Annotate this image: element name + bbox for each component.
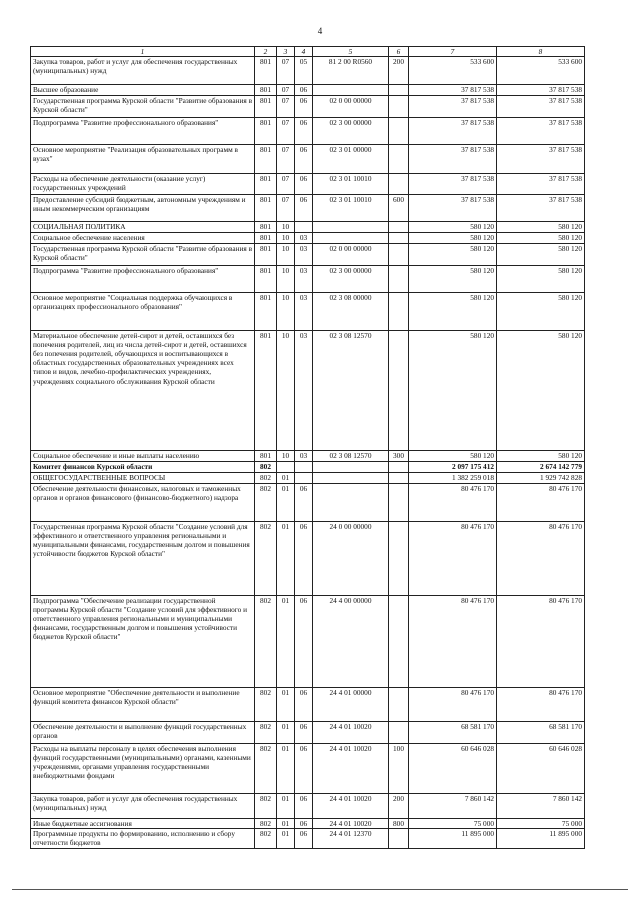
sum1-cell: 37 817 538 xyxy=(409,85,497,96)
name-cell: ОБЩЕГОСУДАРСТВЕННЫЕ ВОПРОСЫ xyxy=(31,473,255,484)
csr-cell: 24 4 01 10020 xyxy=(313,819,389,829)
csr-cell: 02 3 08 12570 xyxy=(313,331,389,451)
pr-cell: 06 xyxy=(295,85,313,96)
csr-cell: 24 4 01 10020 xyxy=(313,794,389,819)
vr-cell xyxy=(389,293,409,331)
table-row xyxy=(31,145,585,174)
page-bottom-rule xyxy=(12,889,628,890)
sum2-cell: 580 120 xyxy=(497,293,585,331)
sum2-cell: 7 860 142 xyxy=(497,794,585,819)
rz-cell: 10 xyxy=(277,222,295,233)
rz-cell xyxy=(277,462,295,473)
sum1-cell: 37 817 538 xyxy=(409,145,497,174)
sum1-cell: 80 476 170 xyxy=(409,484,497,522)
gr-cell: 801 xyxy=(255,331,277,451)
sum2-cell: 60 646 028 xyxy=(497,744,585,794)
rz-cell: 07 xyxy=(277,85,295,96)
sum1-cell: 7 860 142 xyxy=(409,794,497,819)
gr-cell: 801 xyxy=(255,57,277,85)
csr-cell: 02 3 01 10010 xyxy=(313,174,389,195)
table-row xyxy=(31,96,585,118)
table-row xyxy=(31,244,585,266)
name-cell: Государственная программа Курской области "Развитие образования в Курской области" xyxy=(31,244,255,266)
pr-cell: 03 xyxy=(295,293,313,331)
pr-cell: 06 xyxy=(295,819,313,829)
name-cell: Обеспечение деятельности и выполнение функций государственных органов xyxy=(31,722,255,744)
rz-cell: 01 xyxy=(277,829,295,849)
rz-cell: 01 xyxy=(277,819,295,829)
rz-cell: 07 xyxy=(277,118,295,145)
pr-cell: 06 xyxy=(295,722,313,744)
rz-cell: 01 xyxy=(277,794,295,819)
csr-cell: 02 3 00 00000 xyxy=(313,266,389,293)
sum2-cell: 580 120 xyxy=(497,266,585,293)
vr-cell: 200 xyxy=(389,794,409,819)
table-row xyxy=(31,462,585,473)
pr-cell: 06 xyxy=(295,145,313,174)
table-row xyxy=(31,174,585,195)
sum2-cell: 80 476 170 xyxy=(497,596,585,688)
sum1-cell: 68 581 170 xyxy=(409,722,497,744)
csr-cell: 02 3 00 00000 xyxy=(313,118,389,145)
name-cell: Подпрограмма "Развитие профессионального образования" xyxy=(31,118,255,145)
rz-cell: 10 xyxy=(277,244,295,266)
sum1-cell: 37 817 538 xyxy=(409,118,497,145)
sum1-cell: 60 646 028 xyxy=(409,744,497,794)
vr-cell: 600 xyxy=(389,195,409,222)
table-row xyxy=(31,484,585,522)
vr-cell xyxy=(389,118,409,145)
pr-cell: 03 xyxy=(295,266,313,293)
sum1-cell: 80 476 170 xyxy=(409,522,497,596)
name-cell: Подпрограмма "Обеспечение реализации государственной программы Курской области "Создание условий для эффективного и ответственного управления региональными и муниципальными финансами, государственным долгом и повышения устойчивости бюджетов Курской области" xyxy=(31,596,255,688)
name-cell: Подпрограмма "Развитие профессионального образования" xyxy=(31,266,255,293)
sum2-cell: 37 817 538 xyxy=(497,145,585,174)
gr-cell: 801 xyxy=(255,293,277,331)
gr-cell: 802 xyxy=(255,522,277,596)
pr-cell: 06 xyxy=(295,96,313,118)
gr-cell: 801 xyxy=(255,266,277,293)
vr-cell xyxy=(389,484,409,522)
pr-cell: 06 xyxy=(295,829,313,849)
vr-cell: 300 xyxy=(389,451,409,462)
gr-cell: 802 xyxy=(255,722,277,744)
csr-cell: 02 0 00 00000 xyxy=(313,244,389,266)
pr-cell xyxy=(295,473,313,484)
sum2-cell: 80 476 170 xyxy=(497,484,585,522)
table-row xyxy=(31,266,585,293)
table-row xyxy=(31,829,585,849)
rz-cell: 01 xyxy=(277,484,295,522)
rz-cell: 10 xyxy=(277,451,295,462)
rz-cell: 07 xyxy=(277,174,295,195)
name-cell: Социальное обеспечение населения xyxy=(31,233,255,244)
gr-cell: 802 xyxy=(255,484,277,522)
sum1-cell: 580 120 xyxy=(409,233,497,244)
name-cell: Комитет финансов Курской области xyxy=(31,462,255,473)
sum2-cell: 68 581 170 xyxy=(497,722,585,744)
vr-cell xyxy=(389,722,409,744)
csr-cell xyxy=(313,473,389,484)
csr-cell: 24 4 00 00000 xyxy=(313,596,389,688)
gr-cell: 802 xyxy=(255,744,277,794)
csr-cell xyxy=(313,233,389,244)
name-cell: Основное мероприятие "Реализация образовательных программ в вузах" xyxy=(31,145,255,174)
name-cell: Материальное обеспечение детей-сирот и детей, оставшихся без попечения родителей, лиц из числа детей-сирот и детей, оставшихся без попечения родителей, обучающихся и воспитывающихся в областных государственных образовательных учреждениях всех типов и видов, лечебно-профилактических учреждениях, учреждениях социального обслуживания Курской области xyxy=(31,331,255,451)
pr-cell xyxy=(295,222,313,233)
csr-cell: 24 4 01 12370 xyxy=(313,829,389,849)
csr-cell: 24 4 01 10020 xyxy=(313,722,389,744)
gr-cell: 802 xyxy=(255,688,277,722)
vr-cell: 800 xyxy=(389,819,409,829)
gr-cell: 801 xyxy=(255,118,277,145)
gr-cell: 801 xyxy=(255,222,277,233)
vr-cell xyxy=(389,596,409,688)
sum2-cell: 37 817 538 xyxy=(497,85,585,96)
vr-cell xyxy=(389,331,409,451)
gr-cell: 801 xyxy=(255,195,277,222)
table-row xyxy=(31,222,585,233)
sum1-cell: 580 120 xyxy=(409,293,497,331)
sum2-cell: 533 600 xyxy=(497,57,585,85)
rz-cell: 01 xyxy=(277,744,295,794)
csr-cell: 02 3 01 10010 xyxy=(313,195,389,222)
name-cell: Расходы на выплаты персоналу в целях обеспечения выполнения функций государственными (муниципальными) органами, казенными учреждениями, органами управления государственными внебюджетными фондами xyxy=(31,744,255,794)
sum2-cell: 37 817 538 xyxy=(497,174,585,195)
sum2-cell: 580 120 xyxy=(497,222,585,233)
vr-cell xyxy=(389,174,409,195)
gr-cell: 801 xyxy=(255,174,277,195)
sum2-cell: 75 000 xyxy=(497,819,585,829)
table-row xyxy=(31,85,585,96)
table-row xyxy=(31,57,585,85)
vr-cell: 100 xyxy=(389,744,409,794)
rz-cell: 07 xyxy=(277,195,295,222)
vr-cell xyxy=(389,462,409,473)
rz-cell: 01 xyxy=(277,722,295,744)
sum2-cell: 80 476 170 xyxy=(497,522,585,596)
header-row xyxy=(31,47,585,57)
sum2-cell: 580 120 xyxy=(497,451,585,462)
table-row xyxy=(31,744,585,794)
rz-cell: 01 xyxy=(277,596,295,688)
csr-cell xyxy=(313,484,389,522)
csr-cell: 24 4 01 00000 xyxy=(313,688,389,722)
pr-cell: 06 xyxy=(295,688,313,722)
vr-cell xyxy=(389,522,409,596)
name-cell: Основное мероприятие "Обеспечение деятельности и выполнение функций комитета финансов Курской области" xyxy=(31,688,255,722)
column-header: 5 xyxy=(313,47,389,57)
sum1-cell: 1 382 259 018 xyxy=(409,473,497,484)
table-row xyxy=(31,451,585,462)
column-header: 6 xyxy=(389,47,409,57)
page-number: 4 xyxy=(317,26,323,36)
vr-cell xyxy=(389,688,409,722)
sum2-cell: 580 120 xyxy=(497,244,585,266)
csr-cell: 02 0 00 00000 xyxy=(313,96,389,118)
sum1-cell: 37 817 538 xyxy=(409,195,497,222)
sum2-cell: 1 929 742 828 xyxy=(497,473,585,484)
gr-cell: 802 xyxy=(255,462,277,473)
sum1-cell: 580 120 xyxy=(409,244,497,266)
sum1-cell: 580 120 xyxy=(409,451,497,462)
sum2-cell: 580 120 xyxy=(497,331,585,451)
csr-cell xyxy=(313,85,389,96)
table-row xyxy=(31,596,585,688)
name-cell: Государственная программа Курской области "Развитие образования в Курской области" xyxy=(31,96,255,118)
pr-cell: 05 xyxy=(295,57,313,85)
gr-cell: 802 xyxy=(255,819,277,829)
budget-table xyxy=(30,46,585,849)
vr-cell xyxy=(389,222,409,233)
table-row xyxy=(31,722,585,744)
pr-cell: 03 xyxy=(295,233,313,244)
rz-cell: 01 xyxy=(277,473,295,484)
gr-cell: 802 xyxy=(255,794,277,819)
gr-cell: 801 xyxy=(255,244,277,266)
sum1-cell: 580 120 xyxy=(409,331,497,451)
rz-cell: 07 xyxy=(277,145,295,174)
sum1-cell: 37 817 538 xyxy=(409,96,497,118)
gr-cell: 801 xyxy=(255,233,277,244)
table-body xyxy=(31,57,585,849)
csr-cell xyxy=(313,462,389,473)
csr-cell: 02 3 08 12570 xyxy=(313,451,389,462)
csr-cell: 02 3 08 00000 xyxy=(313,293,389,331)
vr-cell xyxy=(389,85,409,96)
sum1-cell: 533 600 xyxy=(409,57,497,85)
sum1-cell: 580 120 xyxy=(409,266,497,293)
rz-cell: 07 xyxy=(277,57,295,85)
gr-cell: 801 xyxy=(255,451,277,462)
sum2-cell: 580 120 xyxy=(497,233,585,244)
column-header: 1 xyxy=(31,47,255,57)
sum1-cell: 75 000 xyxy=(409,819,497,829)
vr-cell xyxy=(389,829,409,849)
rz-cell: 01 xyxy=(277,688,295,722)
pr-cell: 03 xyxy=(295,331,313,451)
name-cell: Закупка товаров, работ и услуг для обеспечения государственных (муниципальных) нужд xyxy=(31,794,255,819)
sum1-cell: 580 120 xyxy=(409,222,497,233)
sum1-cell: 37 817 538 xyxy=(409,174,497,195)
rz-cell: 07 xyxy=(277,96,295,118)
rz-cell: 10 xyxy=(277,233,295,244)
name-cell: Иные бюджетные ассигнования xyxy=(31,819,255,829)
vr-cell xyxy=(389,233,409,244)
csr-cell: 02 3 01 00000 xyxy=(313,145,389,174)
pr-cell: 06 xyxy=(295,522,313,596)
table-row xyxy=(31,794,585,819)
gr-cell: 801 xyxy=(255,145,277,174)
table-row xyxy=(31,522,585,596)
sum2-cell: 37 817 538 xyxy=(497,96,585,118)
name-cell: Закупка товаров, работ и услуг для обеспечения государственных (муниципальных) нужд xyxy=(31,57,255,85)
table-row xyxy=(31,331,585,451)
name-cell: Основное мероприятие "Социальная поддержка обучающихся в организациях профессионального образования" xyxy=(31,293,255,331)
column-header: 2 xyxy=(255,47,277,57)
vr-cell xyxy=(389,96,409,118)
sum1-cell: 2 097 175 412 xyxy=(409,462,497,473)
name-cell: Предоставление субсидий бюджетным, автономным учреждениям и иным некоммерческим организациям xyxy=(31,195,255,222)
sum2-cell: 2 674 142 779 xyxy=(497,462,585,473)
table-row xyxy=(31,688,585,722)
vr-cell xyxy=(389,244,409,266)
name-cell: Обеспечение деятельности финансовых, налоговых и таможенных органов и органов финансового (финансово-бюджетного) надзора xyxy=(31,484,255,522)
vr-cell xyxy=(389,266,409,293)
vr-cell xyxy=(389,145,409,174)
pr-cell xyxy=(295,462,313,473)
table-row xyxy=(31,195,585,222)
table-row xyxy=(31,293,585,331)
sum2-cell: 37 817 538 xyxy=(497,118,585,145)
pr-cell: 03 xyxy=(295,244,313,266)
pr-cell: 06 xyxy=(295,744,313,794)
vr-cell xyxy=(389,473,409,484)
table-row xyxy=(31,819,585,829)
rz-cell: 01 xyxy=(277,522,295,596)
pr-cell: 06 xyxy=(295,596,313,688)
name-cell: Социальное обеспечение и иные выплаты населению xyxy=(31,451,255,462)
gr-cell: 801 xyxy=(255,85,277,96)
gr-cell: 802 xyxy=(255,473,277,484)
sum2-cell: 37 817 538 xyxy=(497,195,585,222)
name-cell: Государственная программа Курской области "Создание условий для эффективного и ответственного управления региональными и муниципальными финансами, государственным долгом и повышения устойчивости бюджетов Курской области" xyxy=(31,522,255,596)
csr-cell xyxy=(313,222,389,233)
gr-cell: 802 xyxy=(255,829,277,849)
pr-cell: 06 xyxy=(295,174,313,195)
column-header: 8 xyxy=(497,47,585,57)
sum1-cell: 11 895 000 xyxy=(409,829,497,849)
name-cell: СОЦИАЛЬНАЯ ПОЛИТИКА xyxy=(31,222,255,233)
csr-cell: 24 4 01 10020 xyxy=(313,744,389,794)
pr-cell: 06 xyxy=(295,794,313,819)
rz-cell: 10 xyxy=(277,293,295,331)
pr-cell: 06 xyxy=(295,195,313,222)
gr-cell: 801 xyxy=(255,96,277,118)
name-cell: Высшее образование xyxy=(31,85,255,96)
pr-cell: 03 xyxy=(295,451,313,462)
table-row xyxy=(31,233,585,244)
column-header: 7 xyxy=(409,47,497,57)
sum1-cell: 80 476 170 xyxy=(409,596,497,688)
sum1-cell: 80 476 170 xyxy=(409,688,497,722)
column-header: 4 xyxy=(295,47,313,57)
name-cell: Программные продукты по формированию, исполнению и сбору отчетности бюджетов xyxy=(31,829,255,849)
gr-cell: 802 xyxy=(255,596,277,688)
table-row xyxy=(31,118,585,145)
csr-cell: 81 2 00 R0560 xyxy=(313,57,389,85)
rz-cell: 10 xyxy=(277,266,295,293)
table-row xyxy=(31,473,585,484)
vr-cell: 200 xyxy=(389,57,409,85)
pr-cell: 06 xyxy=(295,118,313,145)
rz-cell: 10 xyxy=(277,331,295,451)
sum2-cell: 80 476 170 xyxy=(497,688,585,722)
name-cell: Расходы на обеспечение деятельности (оказание услуг) государственных учреждений xyxy=(31,174,255,195)
csr-cell: 24 0 00 00000 xyxy=(313,522,389,596)
sum2-cell: 11 895 000 xyxy=(497,829,585,849)
column-header: 3 xyxy=(277,47,295,57)
pr-cell: 06 xyxy=(295,484,313,522)
